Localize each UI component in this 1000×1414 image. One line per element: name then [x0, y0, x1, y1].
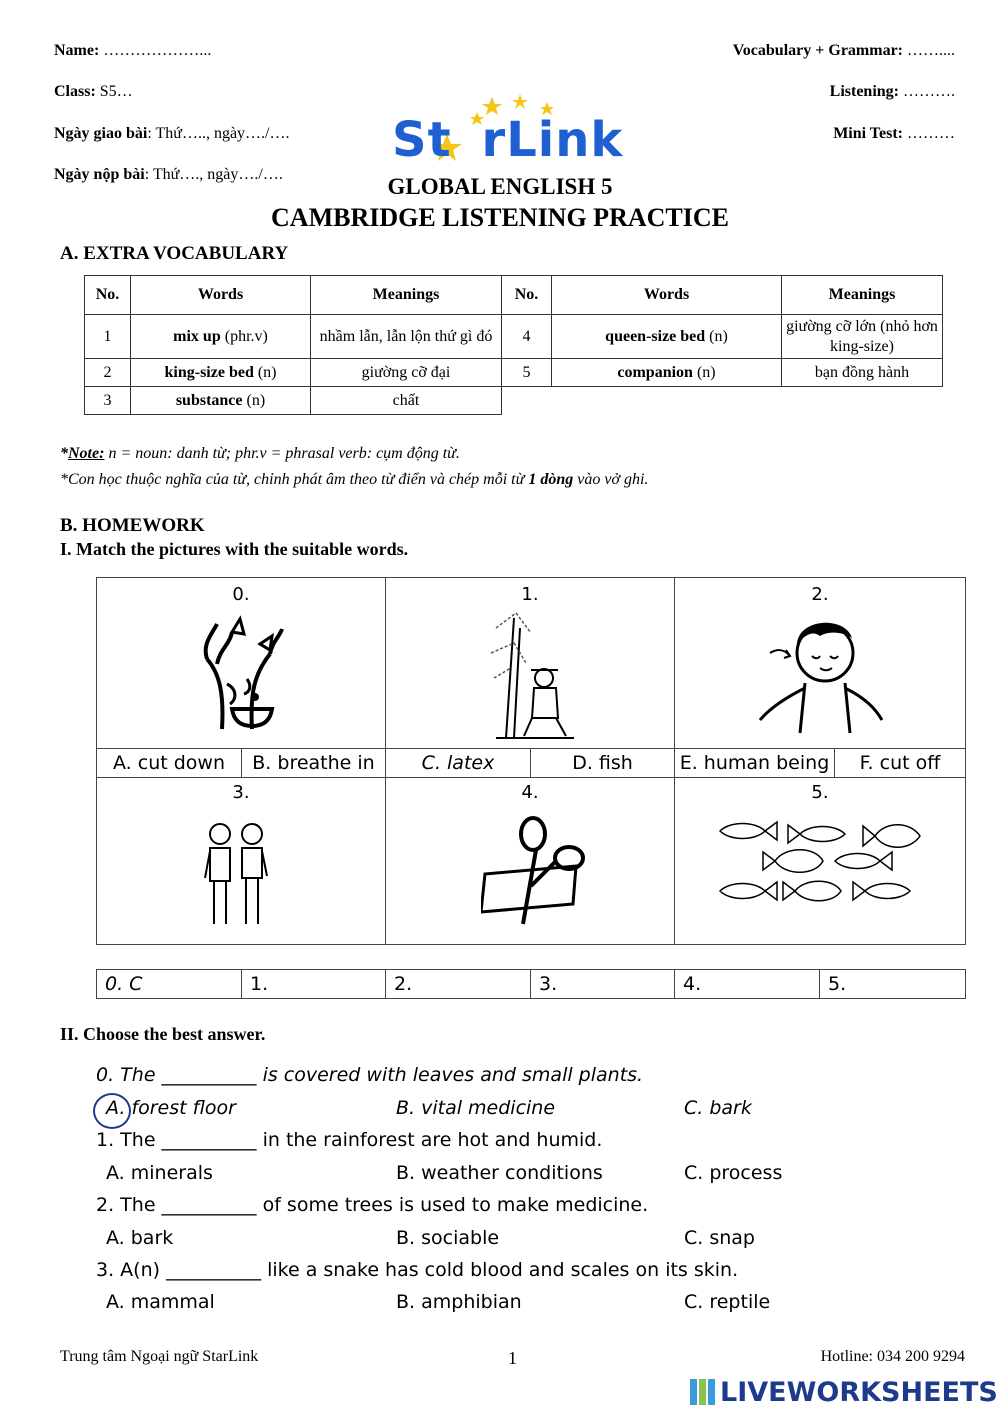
name-label: Name:: [54, 42, 100, 59]
option-a[interactable]: A. cut down: [97, 749, 242, 777]
col-words: Words: [131, 276, 311, 315]
row-meaning: chất: [311, 387, 502, 415]
answer-5[interactable]: 5.: [828, 973, 847, 995]
picture-number: 2.: [811, 584, 829, 605]
row-no: 3: [85, 387, 131, 415]
boy-breathing-icon: [750, 608, 890, 738]
question-2-option-c[interactable]: C. snap: [684, 1227, 755, 1249]
woodcutter-icon: [486, 608, 576, 744]
listening-label: Listening:: [829, 83, 899, 100]
liveworksheets-logo-icon: [690, 1379, 716, 1405]
vocab-table: [84, 275, 943, 415]
section-b-heading: B. HOMEWORK: [60, 515, 205, 536]
question-0-option-b[interactable]: B. vital medicine: [396, 1097, 556, 1119]
option-b[interactable]: B. breathe in: [242, 749, 386, 777]
part2-heading: II. Choose the best answer.: [60, 1024, 266, 1044]
tree-latex-icon: [192, 614, 292, 732]
picture-number: 3.: [232, 782, 250, 803]
liveworksheets-text: LIVEWORKSHEETS: [720, 1377, 998, 1408]
name-line: [54, 42, 211, 60]
picture-cell-2: [675, 578, 965, 748]
note-line-1: *Note: n = noun: danh từ; phr.v = phrasal verb: cụm động từ.: [60, 445, 460, 462]
answer-1[interactable]: 1.: [242, 970, 386, 998]
row-word: mix up (phr.v): [131, 315, 311, 359]
question-1-option-a[interactable]: A. minerals: [106, 1162, 213, 1184]
answer-0[interactable]: 0. C: [97, 970, 242, 998]
option-e[interactable]: E. human being: [675, 749, 835, 777]
row-meaning: giường cỡ đại: [311, 359, 502, 387]
submit-value[interactable]: : Thứ…., ngày…./….: [144, 166, 283, 183]
col-no: No.: [85, 276, 131, 315]
fish-school-icon: [715, 816, 925, 916]
row-meaning: nhầm lẫn, lẫn lộn thứ gì đó: [311, 315, 502, 359]
row-no: 2: [85, 359, 131, 387]
class-line: [54, 83, 133, 101]
question-0-option-c[interactable]: C. bark: [684, 1097, 752, 1119]
assign-label: Ngày giao bài: [54, 125, 148, 142]
picture-cell-3: [97, 776, 386, 944]
question-1-option-c[interactable]: C. process: [684, 1162, 783, 1184]
question-2-option-a[interactable]: A. bark: [106, 1227, 174, 1249]
question-2: 2. The __________ of some trees is used to make medicine.: [96, 1194, 649, 1216]
picture-number: 5.: [811, 782, 829, 803]
answer-2[interactable]: 2.: [386, 970, 531, 998]
footer-center-name: Trung tâm Ngoại ngữ StarLink: [60, 1348, 259, 1365]
question-3: 3. A(n) __________ like a snake has cold blood and scales on its skin.: [96, 1259, 739, 1281]
option-d[interactable]: D. fish: [531, 749, 675, 777]
picture-cell-1: [386, 578, 675, 748]
listening-value[interactable]: ……….: [903, 83, 955, 100]
picture-number: 0.: [232, 584, 250, 605]
row-no: 4: [502, 315, 552, 359]
row-no: 1: [85, 315, 131, 359]
table-row: [85, 387, 943, 415]
picture-number: 1.: [521, 584, 539, 605]
minitest-score-line: [833, 125, 955, 143]
class-value[interactable]: S5…: [99, 83, 133, 100]
assign-value[interactable]: : Thứ….., ngày…./….: [147, 125, 290, 142]
listening-score-line: [830, 83, 955, 101]
liveworksheets-brand: [690, 1377, 998, 1409]
vocab-score-line: [733, 42, 955, 60]
minitest-label: Mini Test:: [833, 125, 903, 142]
question-1: 1. The __________ in the rainforest are hot and humid.: [96, 1129, 603, 1151]
question-3-option-a[interactable]: A. mammal: [106, 1291, 215, 1313]
scissors-cut-off-icon: [481, 816, 591, 928]
logo-wordmark: St rLink: [392, 112, 624, 168]
options-row: [97, 748, 965, 778]
question-0: 0. The __________ is covered with leaves and small plants.: [96, 1064, 644, 1086]
section-a-heading: A. EXTRA VOCABULARY: [60, 243, 289, 264]
page-number: 1: [508, 1348, 517, 1368]
question-3-option-b[interactable]: B. amphibian: [396, 1291, 522, 1313]
starlink-logo: [392, 92, 642, 172]
question-1-option-b[interactable]: B. weather conditions: [396, 1162, 603, 1184]
picture-grid: [96, 577, 966, 945]
name-value[interactable]: ………………...: [103, 42, 212, 59]
col-meanings-2: Meanings: [782, 276, 943, 315]
row-word: substance (n): [131, 387, 311, 415]
assign-date-line: [54, 125, 290, 143]
col-meanings: Meanings: [311, 276, 502, 315]
row-word: queen-size bed (n): [552, 315, 782, 359]
answer-row: [96, 969, 966, 999]
title-line-2: CAMBRIDGE LISTENING PRACTICE: [271, 203, 729, 232]
question-0-option-a[interactable]: A. forest floor: [106, 1097, 236, 1119]
question-2-option-b[interactable]: B. sociable: [396, 1227, 500, 1249]
answer-4[interactable]: 4.: [675, 970, 820, 998]
row-meaning: bạn đồng hành: [782, 359, 943, 387]
footer-hotline: Hotline: 034 200 9294: [820, 1348, 965, 1365]
col-no-2: No.: [502, 276, 552, 315]
human-couple-icon: [202, 816, 272, 928]
part1-heading: I. Match the pictures with the suitable words.: [60, 539, 409, 559]
row-meaning: giường cỡ lớn (nhỏ hơn king-size): [782, 315, 943, 359]
row-word: companion (n): [552, 359, 782, 387]
minitest-value[interactable]: ………: [907, 125, 955, 142]
picture-cell-4: [386, 776, 675, 944]
row-word: king-size bed (n): [131, 359, 311, 387]
note-line-2: *Con học thuộc nghĩa của từ, chỉnh phát âm theo từ điển và chép mỗi từ 1 dòng vào vở ghi.: [60, 471, 649, 488]
picture-cell-0: [97, 578, 386, 748]
option-f[interactable]: F. cut off: [859, 752, 941, 774]
class-label: Class:: [54, 83, 96, 100]
row-no: 5: [502, 359, 552, 387]
table-row: [85, 315, 943, 359]
table-row: [85, 359, 943, 387]
question-3-option-c[interactable]: C. reptile: [684, 1291, 771, 1313]
vocab-value[interactable]: ……....: [907, 42, 955, 59]
picture-cell-5: [675, 776, 965, 944]
picture-number: 4.: [521, 782, 539, 803]
title-line-1: GLOBAL ENGLISH 5: [387, 174, 613, 199]
vocab-header-row: [85, 276, 943, 315]
answer-3[interactable]: 3.: [531, 970, 675, 998]
col-words-2: Words: [552, 276, 782, 315]
option-c[interactable]: C. latex: [386, 749, 531, 777]
vocab-label: Vocabulary + Grammar:: [732, 42, 903, 59]
submit-label: Ngày nộp bài: [54, 166, 145, 183]
